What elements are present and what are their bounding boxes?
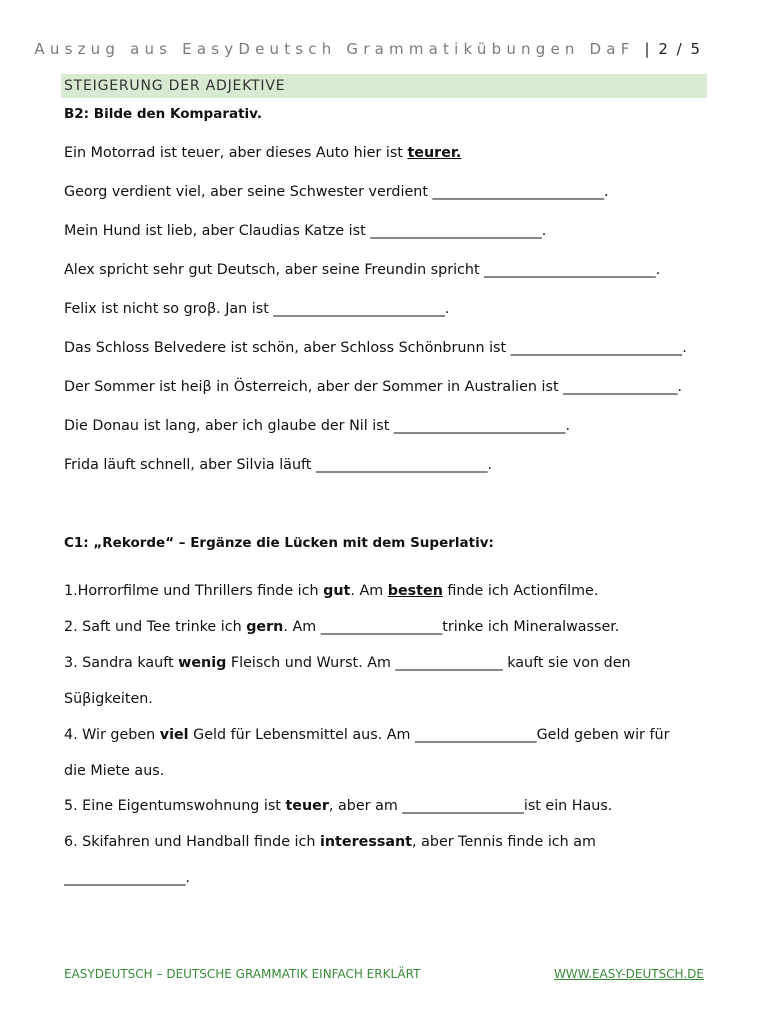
b2-item-end: . [677,379,683,395]
page-header [34,40,702,58]
c1-text: 3. Sandra kauft [64,655,179,671]
b2-item-text: Das Schloss Belvedere ist schön, aber Schloss Schönbrunn ist [64,340,511,356]
b2-item-text: Georg verdient viel, aber seine Schwester verdient [64,184,433,200]
c1-text: 2. Saft und Tee trinke ich [64,619,247,635]
c1-line-6b [64,870,190,886]
c1-line-3b: Süβigkeiten. [64,691,153,707]
c1-bold-adjective: teuer [285,798,329,814]
answer-blank[interactable]: ________________________ [393,418,566,434]
c1-text: 6. Skifahren und Handball finde ich [64,834,320,850]
b2-item-end: . [444,301,450,317]
c1-bold-adjective: gut [323,583,351,599]
b2-example-answer: teurer. [407,145,462,161]
c1-text: . Am [350,583,388,599]
b2-item-end: . [541,223,547,239]
b2-item-end: . [565,418,570,434]
b2-item-6 [64,379,682,395]
answer-blank[interactable]: _________________ [415,727,537,743]
c1-bold-adjective: viel [159,727,189,743]
c1-text: 4. Wir geben [64,727,160,743]
c1-line-4b: die Miete aus. [64,763,165,779]
b2-item-end: . [682,340,687,356]
c1-line-4 [64,727,669,743]
answer-blank[interactable]: ________________________ [315,457,488,473]
answer-blank[interactable]: _________________ [320,619,443,635]
answer-blank[interactable]: _______________ [395,655,503,671]
b2-item-text: Alex spricht sehr gut Deutsch, aber seine Freundin spricht [64,262,485,278]
answer-blank[interactable]: ________________________ [370,223,542,239]
c1-text: ist ein Haus. [523,798,613,814]
b2-item-text: Mein Hund ist lieb, aber Claudias Katze ist [64,223,371,239]
c1-bold-adjective: interessant [319,834,413,850]
b2-item-8 [64,457,492,473]
answer-blank[interactable]: _________________ [402,798,524,814]
b2-item-text: Der Sommer ist heiβ in Österreich, aber der Sommer in Australien ist [64,379,564,395]
c1-bold-adjective: gern [246,619,284,635]
c1-line-5 [64,798,612,814]
c1-bold-adjective: wenig [178,655,227,671]
b2-item-5 [64,340,687,356]
b2-item-2 [64,223,546,239]
c1-text: Geld geben wir für [536,727,670,743]
answer-blank[interactable]: ________________________ [510,340,683,356]
answer-blank[interactable]: ________________________ [484,262,656,278]
b2-item-7 [64,418,570,434]
c1-line-1 [64,583,598,599]
answer-blank[interactable]: _________________ [64,870,186,886]
b2-item-end: . [487,457,493,473]
answer-blank[interactable]: ________________ [563,379,678,395]
answer-blank[interactable]: ________________________ [432,184,605,200]
c1-text: , aber am [328,798,403,814]
b2-item-1 [64,184,609,200]
b2-item-text: Die Donau ist lang, aber ich glaube der Nil ist [64,418,394,434]
b2-example-text: Ein Motorrad ist teuer, aber dieses Auto hier ist [64,145,408,161]
b2-item-end: . [655,262,661,278]
c1-line-3 [64,655,631,671]
b2-item-4 [64,301,449,317]
c1-text: , aber Tennis finde ich am [412,834,596,850]
b2-heading: B2: Bilde den Komparativ. [64,106,262,122]
c1-line-6 [64,834,596,850]
header-title: Auszug aus EasyDeutsch Grammatikübungen DaF [34,40,635,58]
answer-blank[interactable]: ________________________ [273,301,445,317]
footer-website-link[interactable]: WWW.EASY-DEUTSCH.DE [553,967,704,981]
c1-text: . Am [283,619,321,635]
c1-text: Geld für Lebensmittel aus. Am [188,727,416,743]
c1-text: kauft sie von den [502,655,631,671]
b2-item-end: . [604,184,609,200]
c1-heading: C1: „Rekorde“ – Ergänze die Lücken mit dem Superlativ: [64,535,494,551]
c1-text: . [185,870,191,886]
c1-text: finde ich Actionfilme. [442,583,599,599]
c1-example-answer: besten [387,583,443,599]
c1-line-2 [64,619,619,635]
page-number: | 2 / 5 [644,40,702,58]
c1-text: 5. Eine Eigentumswohnung ist [64,798,286,814]
c1-text: Fleisch und Wurst. Am [226,655,396,671]
footer-brand: EASYDEUTSCH – DEUTSCHE GRAMMATIK EINFACH ERKLÄRT [64,967,421,981]
section-title: STEIGERUNG DER ADJEKTIVE [61,74,707,98]
b2-item-text: Frida läuft schnell, aber Silvia läuft [64,457,316,473]
b2-item-3 [64,262,660,278]
b2-item-text: Felix ist nicht so groβ. Jan ist [64,301,274,317]
c1-text: 1.Horrorfilme und Thrillers finde ich [64,583,324,599]
b2-example [64,145,461,161]
c1-text: trinke ich Mineralwasser. [442,619,620,635]
